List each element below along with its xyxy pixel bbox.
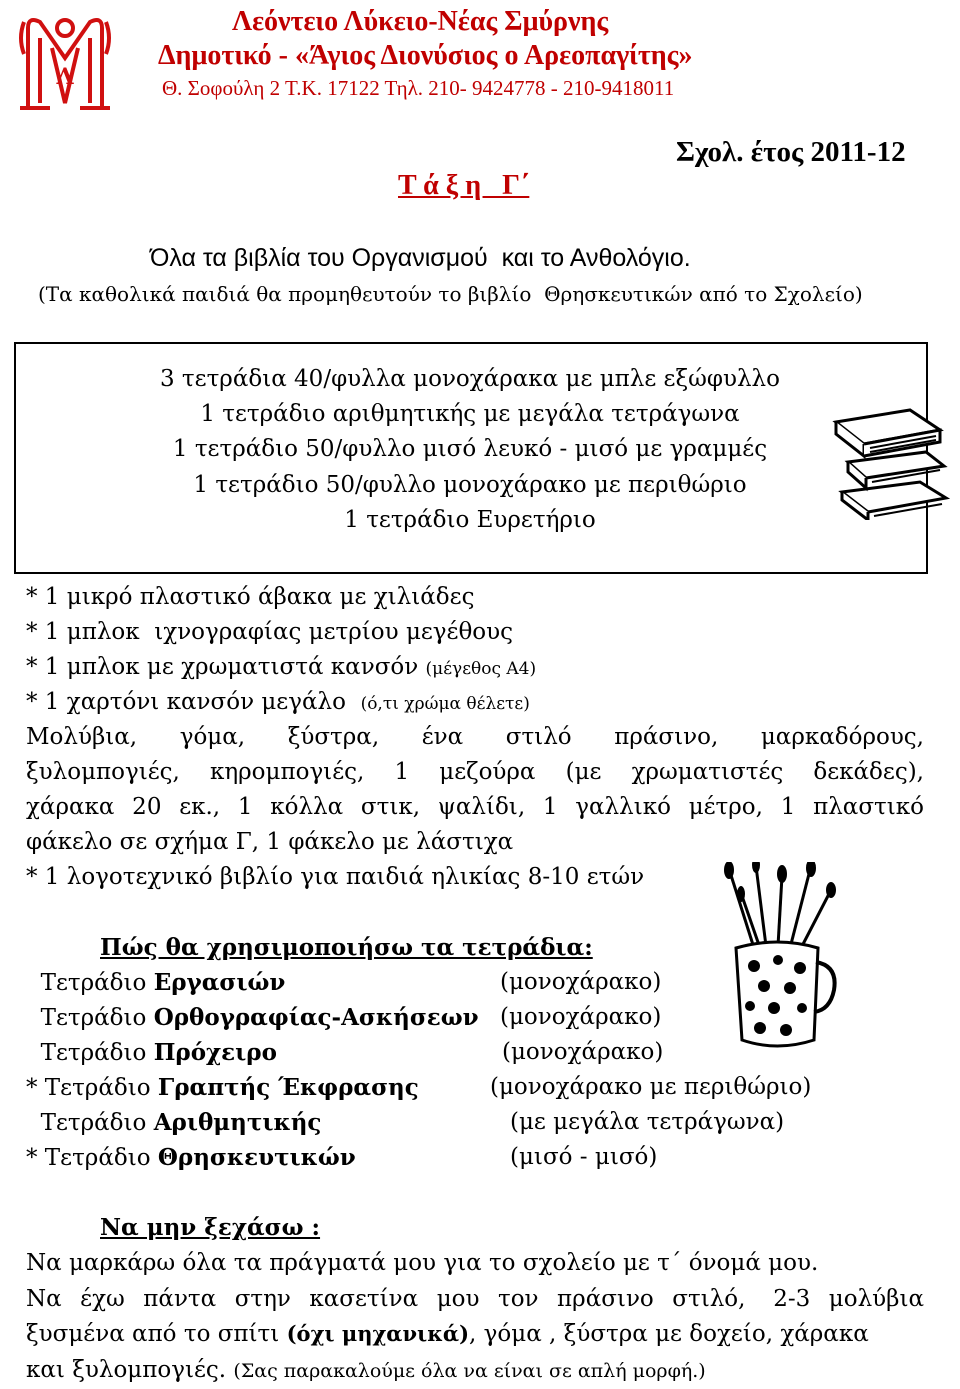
school-name: Λεόντειο Λύκειο-Νέας Σμύρνης <box>232 6 609 37</box>
supplies-paragraph-line: φάκελο σε σχήμα Γ, 1 φάκελο με λάστιχα <box>26 829 514 855</box>
catholic-note: (Τα καθολικά παιδιά θα προμηθευτούν το βιβλίο Θρησκευτικών από το Σχολείο) <box>38 282 863 306</box>
supply-item <box>26 689 530 715</box>
usage-row-use: (μονοχάρακο) <box>502 1039 664 1065</box>
reminder-line-part: και ξυλομπογιές. <box>26 1357 234 1383</box>
usage-row-prefix: Τετράδιο <box>26 1110 154 1136</box>
usage-row <box>26 1074 419 1101</box>
reminder-title: Να μην ξεχάσω : <box>100 1214 321 1241</box>
books-stack-illustration <box>828 400 954 520</box>
usage-row <box>26 1039 277 1066</box>
supply-item-main: * 1 μπλοκ με χρωματιστά κανσόν <box>26 654 419 680</box>
usage-row-notebook: Εργασιών <box>153 969 286 996</box>
usage-row-notebook: Πρόχειρο <box>153 1039 277 1066</box>
usage-row-notebook: Θρησκευτικών <box>157 1144 356 1171</box>
usage-row-use: (με μεγάλα τετράγωνα) <box>510 1109 785 1135</box>
notebook-line: 1 τετράδιο 50/φυλλο μονοχάρακο με περιθώριο <box>193 472 747 498</box>
school-address: Θ. Σοφούλη 2 Τ.Κ. 17122 Τηλ. 210- 9424778 - 210-9418011 <box>162 76 675 100</box>
usage-title: Πώς θα χρησιμοποιήσω τα τετράδια: <box>100 934 593 961</box>
usage-row <box>26 1144 356 1171</box>
school-year: Σχολ. έτος 2011-12 <box>676 136 906 168</box>
reminder-line <box>26 1357 706 1383</box>
supplies-paragraph-line: ξυλομπογιές, κηρομπογιές, 1 μεζούρα (με χρωματιστές δεκάδες), <box>26 759 924 785</box>
supplies-paragraph-line: χάρακα 20 εκ., 1 κόλλα στικ, ψαλίδι, 1 γαλλικό μέτρο, 1 πλαστικό <box>26 794 924 820</box>
supplies-paragraph-line: Μολύβια, γόμα, ξύστρα, ένα στιλό πράσινο, μαρκαδόρους, <box>26 724 924 750</box>
school-subtitle: Δημοτικό - «Άγιος Διονύσιος ο Αρεοπαγίτης» <box>158 40 693 71</box>
usage-row-use: (μονοχάρακο με περιθώριο) <box>490 1074 812 1100</box>
usage-row-use: (μονοχάρακο) <box>500 1004 662 1030</box>
usage-row-prefix: Τετράδιο <box>26 970 154 996</box>
usage-row-prefix: * Τετράδιο <box>26 1075 158 1101</box>
usage-row-notebook: Αριθμητικής <box>153 1109 322 1136</box>
usage-row-use: (μονοχάρακο) <box>500 969 662 995</box>
supply-item-note: (ό,τι χρώμα θέλετε) <box>360 694 530 714</box>
usage-row <box>26 1004 479 1031</box>
usage-row-prefix: * Τετράδιο <box>26 1145 158 1171</box>
usage-row-notebook: Ορθογραφίας-Ασκήσεων <box>153 1004 479 1031</box>
supply-item-main: * 1 χαρτόνι κανσόν μεγάλο <box>26 689 346 715</box>
class-label: Τ ά ξ η Γ΄ <box>398 170 530 201</box>
usage-row-use: (μισό - μισό) <box>510 1144 658 1170</box>
usage-row-prefix: Τετράδιο <box>26 1040 154 1066</box>
books-line: Όλα τα βιβλία του Οργανισμού και το Ανθολόγιο. <box>150 244 691 272</box>
notebook-line: 1 τετράδιο 50/φυλλο μισό λευκό - μισό με γραμμές <box>172 436 768 462</box>
reminder-line: Να μαρκάρω όλα τα πράγματά μου για το σχολείο με τ΄ όνομά μου. <box>26 1250 819 1276</box>
reminder-line-part: , γόμα , ξύστρα με δοχείο, χάρακα <box>469 1321 869 1347</box>
reminder-line-emphasis: (όχι μηχανικά) <box>286 1321 470 1346</box>
reminder-line <box>26 1321 924 1347</box>
usage-row-notebook: Γραπτής Έκφρασης <box>157 1074 419 1101</box>
notebook-line: 3 τετράδια 40/φυλλα μονοχάρακα με μπλε εξώφυλλο <box>159 366 780 392</box>
notebook-line: 1 τετράδιο Ευρετήριο <box>344 507 596 533</box>
logo-monogram: Λ <box>56 64 74 90</box>
supply-item-note: (μέγεθος Α4) <box>425 659 537 679</box>
usage-row <box>26 969 285 996</box>
school-logo <box>10 8 120 118</box>
supply-item: * 1 μικρό πλαστικό άβακα με χιλιάδες <box>26 584 475 610</box>
reminder-line: Να έχω πάντα στην κασετίνα μου τον πράσινο στιλό, 2-3 μολύβια <box>26 1286 924 1312</box>
paint-brushes-cup-illustration <box>716 862 838 1052</box>
usage-row <box>26 1109 321 1136</box>
reminder-line-part: ξυσμένα από το σπίτι <box>26 1321 287 1347</box>
reminder-line-note: (Σας παρακαλούμε όλα να είναι σε απλή μορφή.) <box>233 1360 706 1382</box>
supply-item <box>26 654 536 680</box>
notebook-line: 1 τετράδιο αριθμητικής με μεγάλα τετράγωνα <box>200 401 740 427</box>
supply-item: * 1 μπλοκ ιχνογραφίας μετρίου μεγέθους <box>26 619 514 645</box>
usage-row-prefix: Τετράδιο <box>26 1005 154 1031</box>
supply-item: * 1 λογοτεχνικό βιβλίο για παιδιά ηλικίας 8-10 ετών <box>26 864 645 890</box>
